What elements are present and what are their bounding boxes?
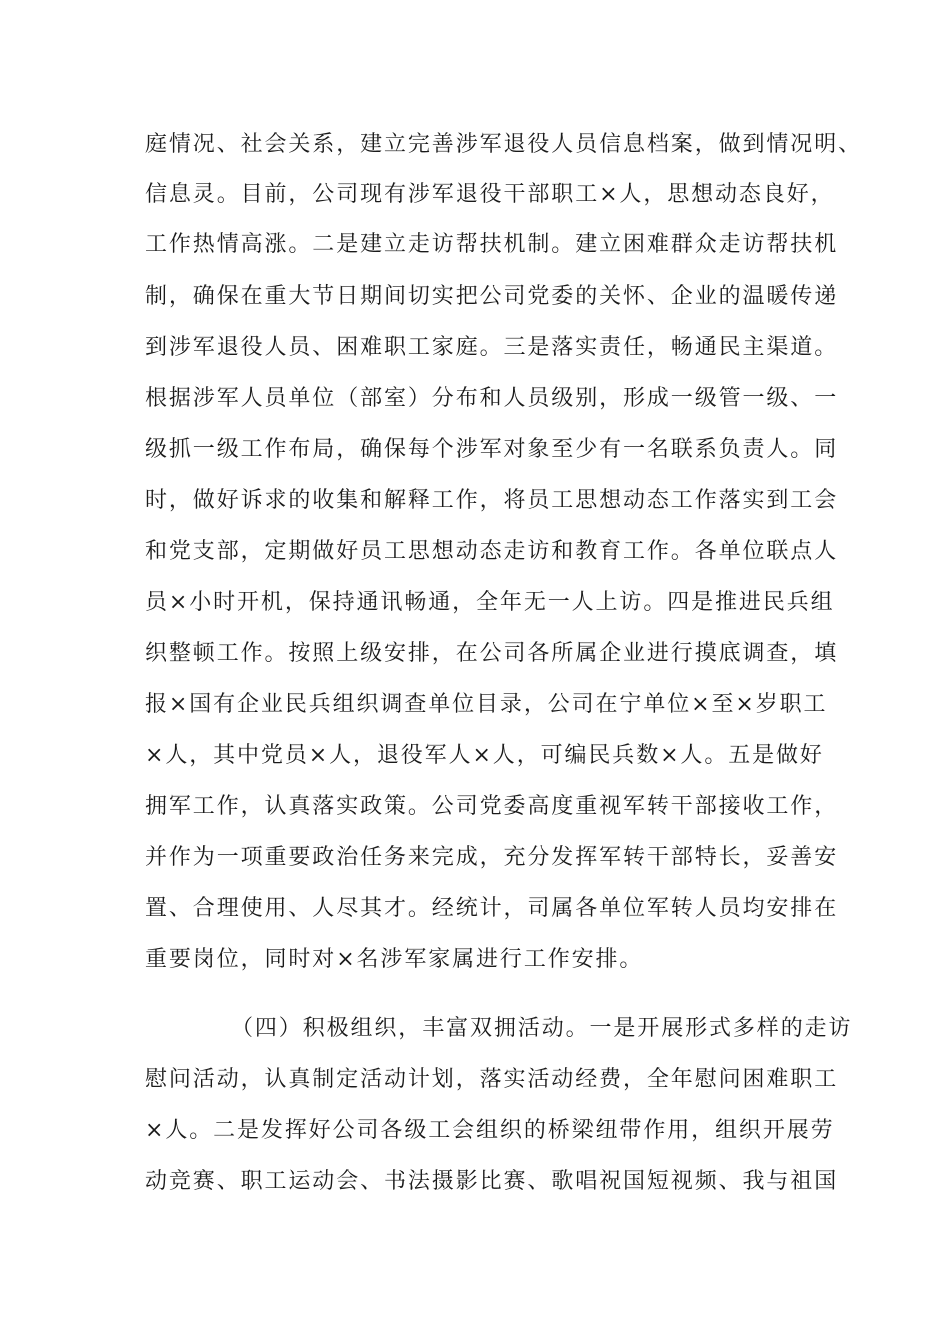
text-line: 报×国有企业民兵组织调查单位目录，公司在宁单位×至×岁职工 [145, 692, 828, 717]
text-line: ×人。二是发挥好公司各级工会组织的桥梁纽带作用，组织开展劳 [145, 1118, 835, 1143]
text-line: 并作为一项重要政治任务来完成，充分发挥军转干部特长，妥善安 [145, 845, 839, 870]
text-line: 动竞赛、职工运动会、书法摄影比赛、歌唱祝国短视频、我与祖国 [145, 1169, 839, 1194]
text-line: 制，确保在重大节日期间切实把公司党委的关怀、企业的温暖传递 [145, 284, 839, 309]
text-line: 织整顿工作。按照上级安排，在公司各所属企业进行摸底调查，填 [145, 641, 839, 666]
text-line: 信息灵。目前，公司现有涉军退役干部职工×人，思想动态良好， [145, 182, 835, 207]
text-line: 级抓一级工作布局，确保每个涉军对象至少有一名联系负责人。同 [145, 437, 839, 462]
text-line: 庭情况、社会关系，建立完善涉军退役人员信息档案，做到情况明、 [145, 132, 863, 157]
text-line: 员×小时开机，保持通讯畅通，全年无一人上访。四是推进民兵组 [145, 590, 835, 615]
text-line: 置、合理使用、人尽其才。经统计，司属各单位军转人员均安排在 [145, 896, 839, 921]
text-line: 重要岗位，同时对×名涉军家属进行工作安排。 [145, 947, 644, 972]
text-line: 根据涉军人员单位（部室）分布和人员级别，形成一级管一级、一 [145, 386, 839, 411]
text-line: 到涉军退役人员、困难职工家庭。三是落实责任，畅通民主渠道。 [145, 335, 839, 360]
text-line: 慰问活动，认真制定活动计划，落实活动经费，全年慰问困难职工 [145, 1067, 839, 1092]
text-line: 和党支部，定期做好员工思想动态走访和教育工作。各单位联点人 [145, 539, 839, 564]
text-line: 拥军工作，认真落实政策。公司党委高度重视军转干部接收工作， [145, 794, 839, 819]
text-line: ×人，其中党员×人，退役军人×人，可编民兵数×人。五是做好 [145, 743, 824, 768]
text-line: 时，做好诉求的收集和解释工作，将员工思想动态工作落实到工会 [145, 488, 839, 513]
text-line: 工作热情高涨。二是建立走访帮扶机制。建立困难群众走访帮扶机 [145, 232, 839, 257]
text-line: （四）积极组织，丰富双拥活动。一是开展形式多样的走访 [231, 1016, 853, 1041]
